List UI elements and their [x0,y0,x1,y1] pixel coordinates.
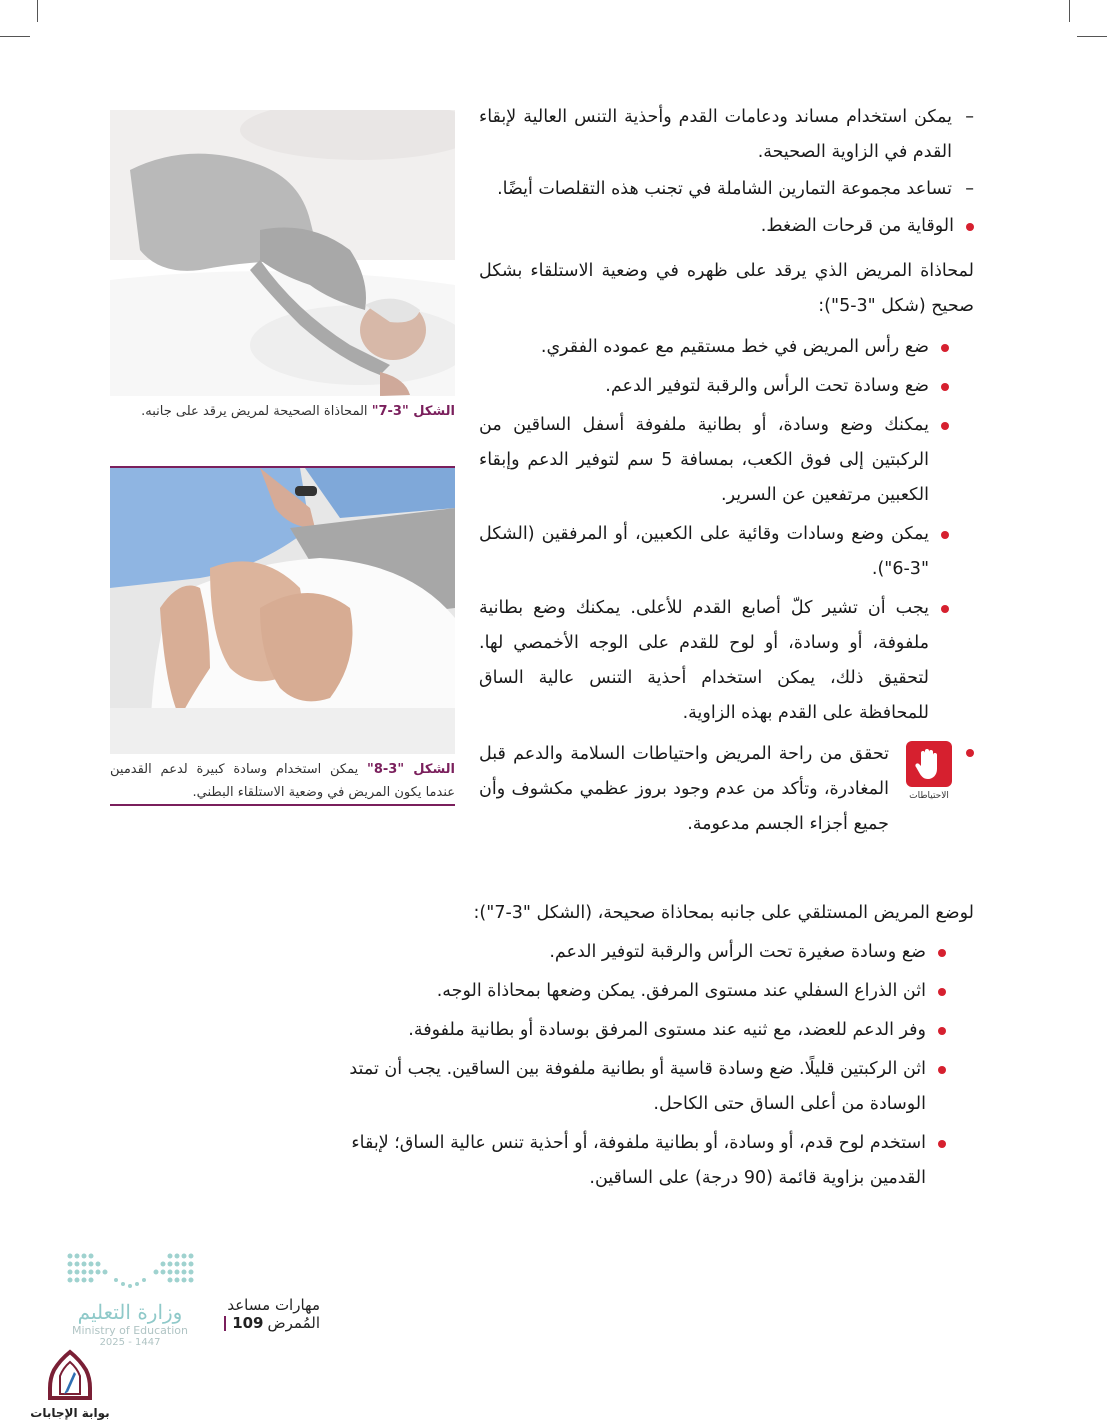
portal-name: بوابة الإجابات [30,1406,110,1420]
crop-mark [37,0,38,22]
crop-mark [1077,36,1107,37]
bullet-dot-icon [938,1066,946,1074]
list-item: يمكنك وضع وسادة، أو بطانية ملفوفة أسفل الساقين من الركبتين إلى فوق الكعب، بمسافة 5 سم لتوفير الدعم وإبقاء الكعبين مرتفعين عن السرير. [479,408,949,513]
list-item: اثن الركبتين قليلًا. ضع وسادة قاسية أو بطانية ملفوفة بين الساقين. يجب أن تمتد الوسادة من أعلى الساق حتى الكاحل. [334,1052,946,1122]
bullet-dot-icon [938,949,946,957]
ministry-arabic-name: وزارة التعليم [77,1300,183,1324]
ministry-english-name: Ministry of Education [71,1324,188,1337]
bullet-dot-icon [941,531,949,539]
list-item: يجب أن تشير كلّ أصابع القدم للأعلى. يمكنك وضع بطانية ملفوفة، أو وسادة، أو لوح للقدم على الوجه الأخمصي لها. لتحقيق ذلك، يمكن استخدام أحذية التنس عالية الساق للمحافظة على القدم بهذه الزاوية. [479,591,949,731]
lateral-list [334,935,946,1196]
figure-3-8-caption: الشكل "3-8" يمكن استخدام وسادة كبيرة لدعم القدمين عندما يكون المريض في وضعية الاستلقاء البطني. [110,762,456,800]
bullet-dot-icon [941,344,949,352]
caution-text: تحقق من راحة المريض واحتياطات السلامة والدعم قبل المغادرة، وتأكد من عدم وجود بروز عظمي مكشوف وأن جميع أجزاء الجسم مدعومة. [479,744,889,834]
portal-watermark [28,1348,112,1420]
figure-3-8-label: الشكل "3-8" [367,762,456,777]
bullet-dot-icon [941,422,949,430]
book-title: مهارات مساعد المُمرض [227,1296,320,1332]
supine-intro: لمحاذاة المريض الذي يرقد على ظهره في وضعية الاستلقاء بشكل صحيح (شكل "3-5"): [479,261,974,316]
footer-divider [224,1316,226,1331]
bullet-dot-icon [966,223,974,231]
main-text-column [479,100,974,842]
caution-label: الاحتياطات [909,791,949,801]
mosque-dome-icon [44,1348,96,1400]
bullet-dot-icon [938,1140,946,1148]
supine-list [479,330,949,731]
photo-feet-on-pillow [110,468,455,754]
bullet-dot-icon [938,1027,946,1035]
crop-mark [0,36,30,37]
list-item: وفر الدعم للعضد، مع ثنيه عند مستوى المرفق بوسادة أو بطانية ملفوفة. [334,1013,946,1048]
bullet-dot-icon [966,749,974,757]
ministry-dots-icon [60,1250,200,1294]
figure-3-7-label: الشكل "3-7" [371,404,455,419]
ministry-year: 2025 - 1447 [99,1337,161,1348]
stop-hand-icon [906,741,952,787]
list-item: يمكن وضع وسادات وقائية على الكعبين، أو المرفقين (الشكل "3-6"). [479,517,949,587]
photo-patient-lateral-position [110,110,455,396]
bullet-dot-icon [938,988,946,996]
list-item: استخدم لوح قدم، أو وسادة، أو بطانية ملفوفة، أو أحذية تنس عالية الساق؛ لإبقاء القدمين بزاوية قائمة (90 درجة) على الساقين. [334,1126,946,1196]
crop-mark [1069,0,1070,22]
list-item: اثن الذراع السفلي عند مستوى المرفق. يمكن وضعها بمحاذاة الوجه. [334,974,946,1009]
figure-3-7-caption: الشكل "3-7" المحاذاة الصحيحة لمريض يرقد على جانبه. [141,404,455,419]
bullet-item: الوقاية من قرحات الضغط. [479,209,974,244]
list-item: ضع وسادة تحت الرأس والرقبة لتوفير الدعم. [479,369,949,404]
dash-item: – يمكن استخدام مساند ودعامات القدم وأحذية التنس العالية لإبقاء القدم في الزاوية الصحيحة. [479,100,974,170]
list-item: ضع رأس المريض في خط مستقيم مع عموده الفقري. [479,330,949,365]
list-item: ضع وسادة صغيرة تحت الرأس والرقبة لتوفير الدعم. [334,935,946,970]
dash-item: – تساعد مجموعة التمارين الشاملة في تجنب هذه التقلصات أيضًا. [479,172,974,207]
figure-rule [110,804,455,806]
figure-3-8 [110,466,455,806]
page-number: 109 [232,1314,264,1332]
page-footer [170,1296,320,1332]
figure-3-7 [110,110,455,423]
caution-note [479,737,974,842]
lateral-section [334,896,974,1200]
bullet-dot-icon [941,605,949,613]
bullet-dot-icon [941,383,949,391]
lateral-intro: لوضع المريض المستلقي على جانبه بمحاذاة صحيحة، (الشكل "3-7"): [473,903,974,923]
caution-badge [902,741,956,802]
